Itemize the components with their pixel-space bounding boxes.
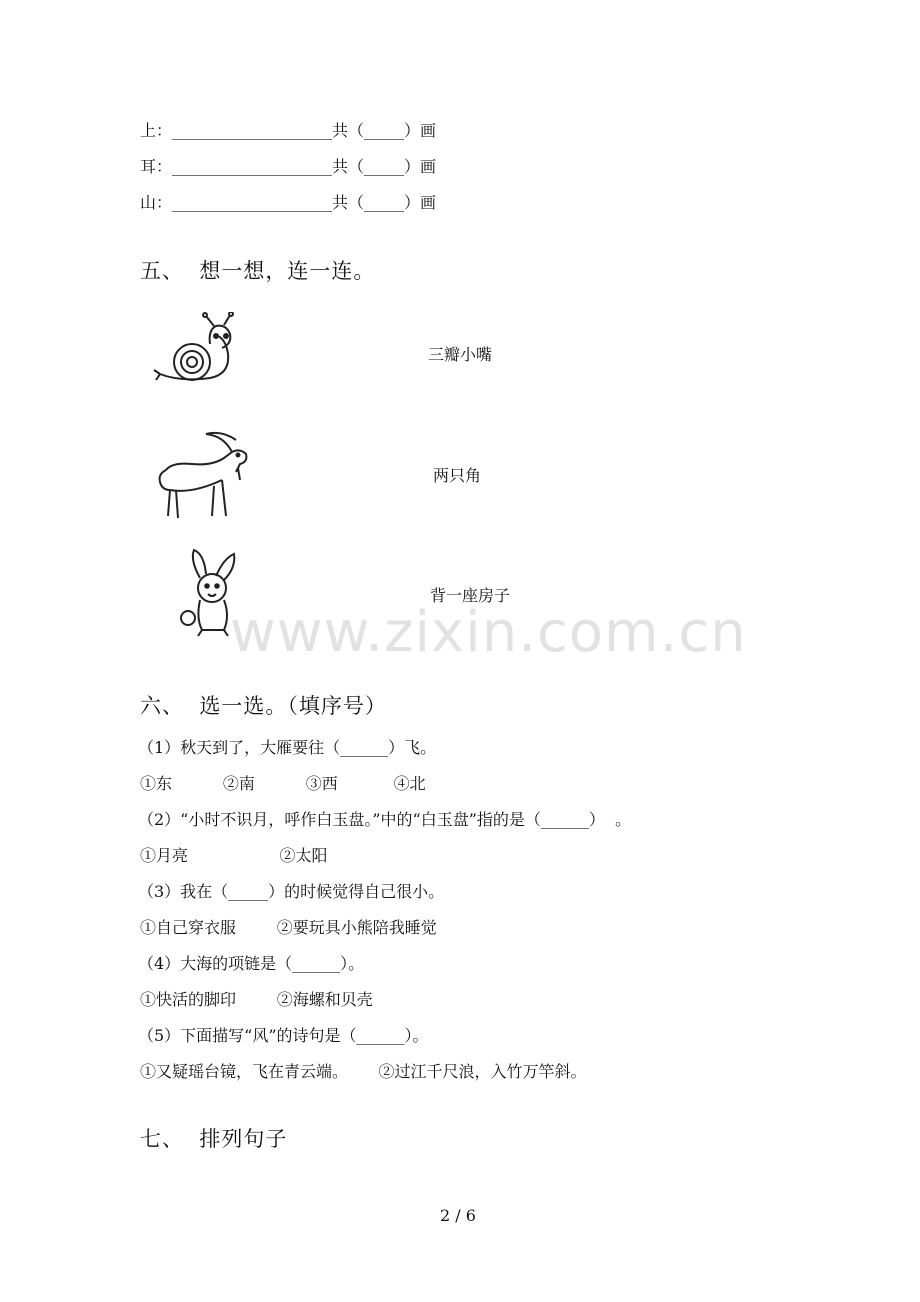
question-1: （1）秋天到了，大雁要往（______）飞。 (138, 738, 437, 757)
match-label-1: 三瓣小嘴 (428, 345, 493, 364)
watermark: www.zixin.com.cn (230, 600, 747, 665)
match-label-3: 背一座房子 (430, 586, 511, 605)
question-1-options: ①东 ②南 ③西 ④北 (140, 774, 426, 793)
question-2: （2）“小时不识月，呼作白玉盘。”中的“白玉盘”指的是（______） 。 (138, 810, 632, 829)
stroke-line-er: 耳：____________________共（_____）画 (140, 157, 437, 176)
question-3-options: ①自己穿衣服 ②要玩具小熊陪我睡觉 (140, 918, 437, 937)
section-5-heading: 五、 想一想，连一连。 (140, 259, 376, 283)
question-2-options: ①月亮 ②太阳 (140, 846, 328, 865)
question-4-options: ①快活的脚印 ②海螺和贝壳 (140, 990, 373, 1009)
section-7-heading: 七、 排列句子 (140, 1127, 288, 1151)
question-4: （4）大海的项链是（______）。 (138, 954, 365, 973)
question-5: （5）下面描写“风”的诗句是（______）。 (138, 1026, 429, 1045)
snail-icon (150, 312, 242, 396)
question-3: （3）我在（_____）的时候觉得自己很小。 (138, 882, 445, 901)
stroke-line-shan: 山：____________________共（_____）画 (140, 193, 437, 212)
goat-icon (152, 428, 254, 522)
stroke-line-shang: 上：____________________共（_____）画 (140, 121, 437, 140)
section-6-heading: 六、 选一选。（填序号） (140, 694, 387, 718)
match-label-2: 两只角 (433, 466, 482, 485)
page-number: 2 / 6 (440, 1206, 476, 1225)
question-5-options: ①又疑瑶台镜，飞在青云端。 ②过江千尺浪，入竹万竿斜。 (140, 1062, 587, 1081)
